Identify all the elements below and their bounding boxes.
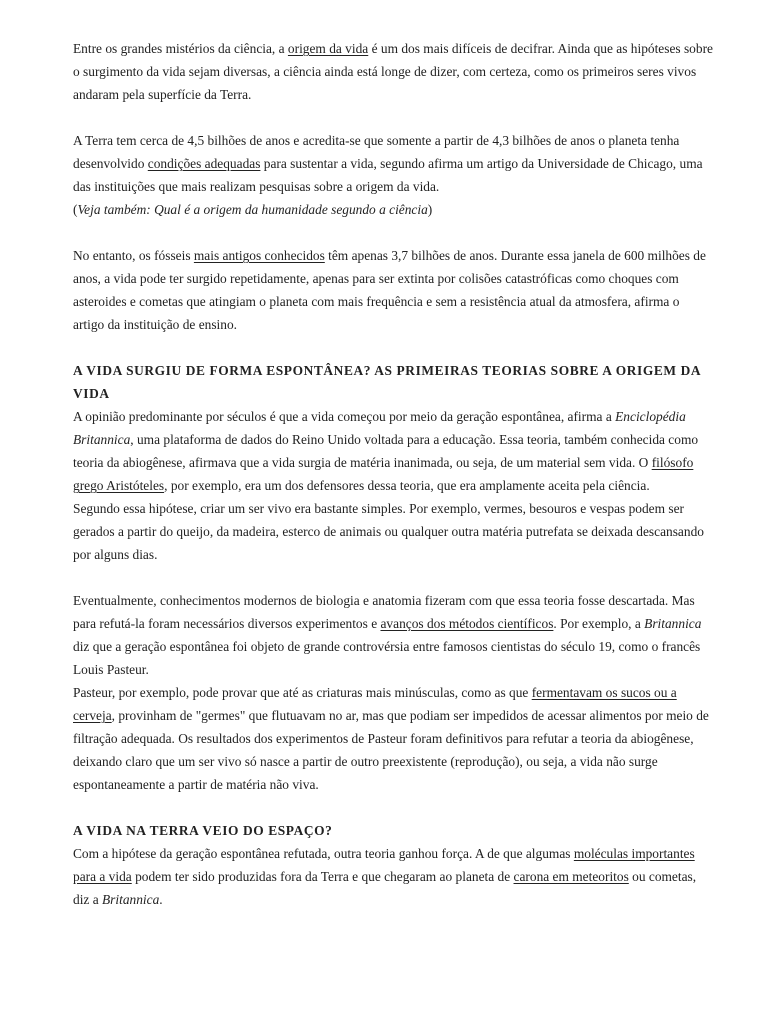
paragraph-teoria-descartada [73, 589, 713, 681]
link-condicoes-adequadas[interactable]: condições adequadas [147, 156, 261, 171]
text: para sustentar a vida, segundo afirma um artigo da Universidade de Chicago, uma das instituições que mais realizam pesquisas sobre a origem da vida. [73, 156, 703, 194]
link-carona-em-meteoritos[interactable]: carona em meteoritos [513, 869, 629, 884]
text: têm apenas 3,7 bilhões de anos. Durante essa janela de 600 milhões de anos, a vida pode ter surgido repetidamente, apenas para ser extinta por colisões catastróficas como choques com asteroides e cometas que atingiam o planeta com mais frequência e sem a resistência atual da atmosfera, afirma o artigo da instituição de ensino. [73, 248, 706, 332]
text: A Terra tem cerca de 4,5 bilhões de anos e acredita-se que somente a partir de 4,3 bilhões de anos o planeta tenha desenvolvido [73, 133, 680, 171]
text: Eventualmente, conhecimentos modernos de biologia e anatomia fizeram com que essa teoria fosse descartada. Mas para refutá-la foram necessários diversos experimentos e [73, 593, 695, 631]
text: ou cometas, diz a [73, 869, 697, 907]
text: Com a hipótese da geração espontânea refutada, outra teoria ganhou força. A de que algumas [73, 846, 574, 861]
paragraph-veja-tambem [73, 198, 713, 221]
text: Entre os grandes mistérios da ciência, a [73, 41, 288, 56]
italic-enciclopedia-britannica: Enciclopédia Britannica [73, 409, 686, 447]
paragraph-fosseis [73, 244, 713, 336]
italic-britannica: Britannica [102, 892, 160, 907]
italic-britannica: Britannica [644, 616, 702, 631]
link-origem-da-vida[interactable]: origem da vida [287, 41, 369, 56]
text: Pasteur, por exemplo, pode provar que até as criaturas mais minúsculas, como as que [73, 685, 532, 700]
text: No entanto, os fósseis [73, 248, 194, 263]
link-moleculas-importantes[interactable]: moléculas importantes para a vida [73, 846, 695, 884]
section-heading-geracao-espontanea: A VIDA SURGIU DE FORMA ESPONTÂNEA? AS PRIMEIRAS TEORIAS SOBRE A ORIGEM DA VIDA [73, 363, 701, 401]
link-fermentavam-sucos-cerveja[interactable]: fermentavam os sucos ou a cerveja [73, 685, 677, 723]
text: ( [73, 202, 78, 217]
paragraph-terra-idade [73, 129, 713, 198]
article-body [73, 37, 713, 911]
text: A opinião predominante por séculos é que a vida começou por meio da geração espontânea, afirma a [73, 409, 616, 424]
paragraph-intro [73, 37, 713, 106]
text: é um dos mais difíceis de decifrar. Ainda que as hipóteses sobre o surgimento da vida sejam diversas, a ciência ainda está longe de dizer, com certeza, como os primeiros seres vivos andaram pela superfície da Terra. [73, 41, 713, 102]
link-mais-antigos-conhecidos[interactable]: mais antigos conhecidos [193, 248, 325, 263]
paragraph-hipotese-ser-vivo: Segundo essa hipótese, criar um ser vivo era bastante simples. Por exemplo, vermes, besouros e vespas podem ser gerados a partir do queijo, da madeira, esterco de animais ou qualquer outra matéria putrefata se deixada descansando por alguns dias. [73, 501, 704, 562]
paragraph-geracao-espontanea [73, 405, 713, 497]
link-avancos-metodos-cientificos[interactable]: avanços dos métodos científicos [380, 616, 554, 631]
paragraph-pasteur [73, 681, 713, 796]
text: ) [427, 202, 433, 217]
paragraph-vida-espaco [73, 842, 713, 911]
text: , por exemplo, era um dos defensores dessa teoria, que era amplamente aceita pela ciência. [164, 478, 650, 493]
text: , uma plataforma de dados do Reino Unido voltada para a educação. Essa teoria, também conhecida como teoria da abiogênese, afirmava que a vida surgia de matéria inanimada, ou seja, de um material sem vida. O [73, 432, 699, 470]
section-heading-vida-espaco: A VIDA NA TERRA VEIO DO ESPAÇO? [73, 823, 333, 838]
text: podem ter sido produzidas fora da Terra e que chegaram ao planeta de [131, 869, 514, 884]
text: diz que a geração espontânea foi objeto de grande controvérsia entre famosos cientistas do século 19, como o francês Louis Pasteur. [73, 639, 701, 677]
text: . Por exemplo, a [553, 616, 645, 631]
text: . [159, 892, 163, 907]
veja-tambem-text: Veja também: Qual é a origem da humanidade segundo a ciência [77, 202, 428, 217]
text: , provinham de "germes" que flutuavam no ar, mas que podiam ser impedidos de acessar alimentos por meio de filtração adequada. Os resultados dos experimentos de Pasteur foram definitivos para refutar a teoria da abiogênese, deixando claro que um ser vivo só nasce a partir de outro preexistente (reprodução), ou seja, a vida não surge espontaneamente a partir de matéria não viva. [73, 708, 709, 792]
link-filosofo-grego-aristoteles[interactable]: filósofo grego Aristóteles [73, 455, 694, 493]
